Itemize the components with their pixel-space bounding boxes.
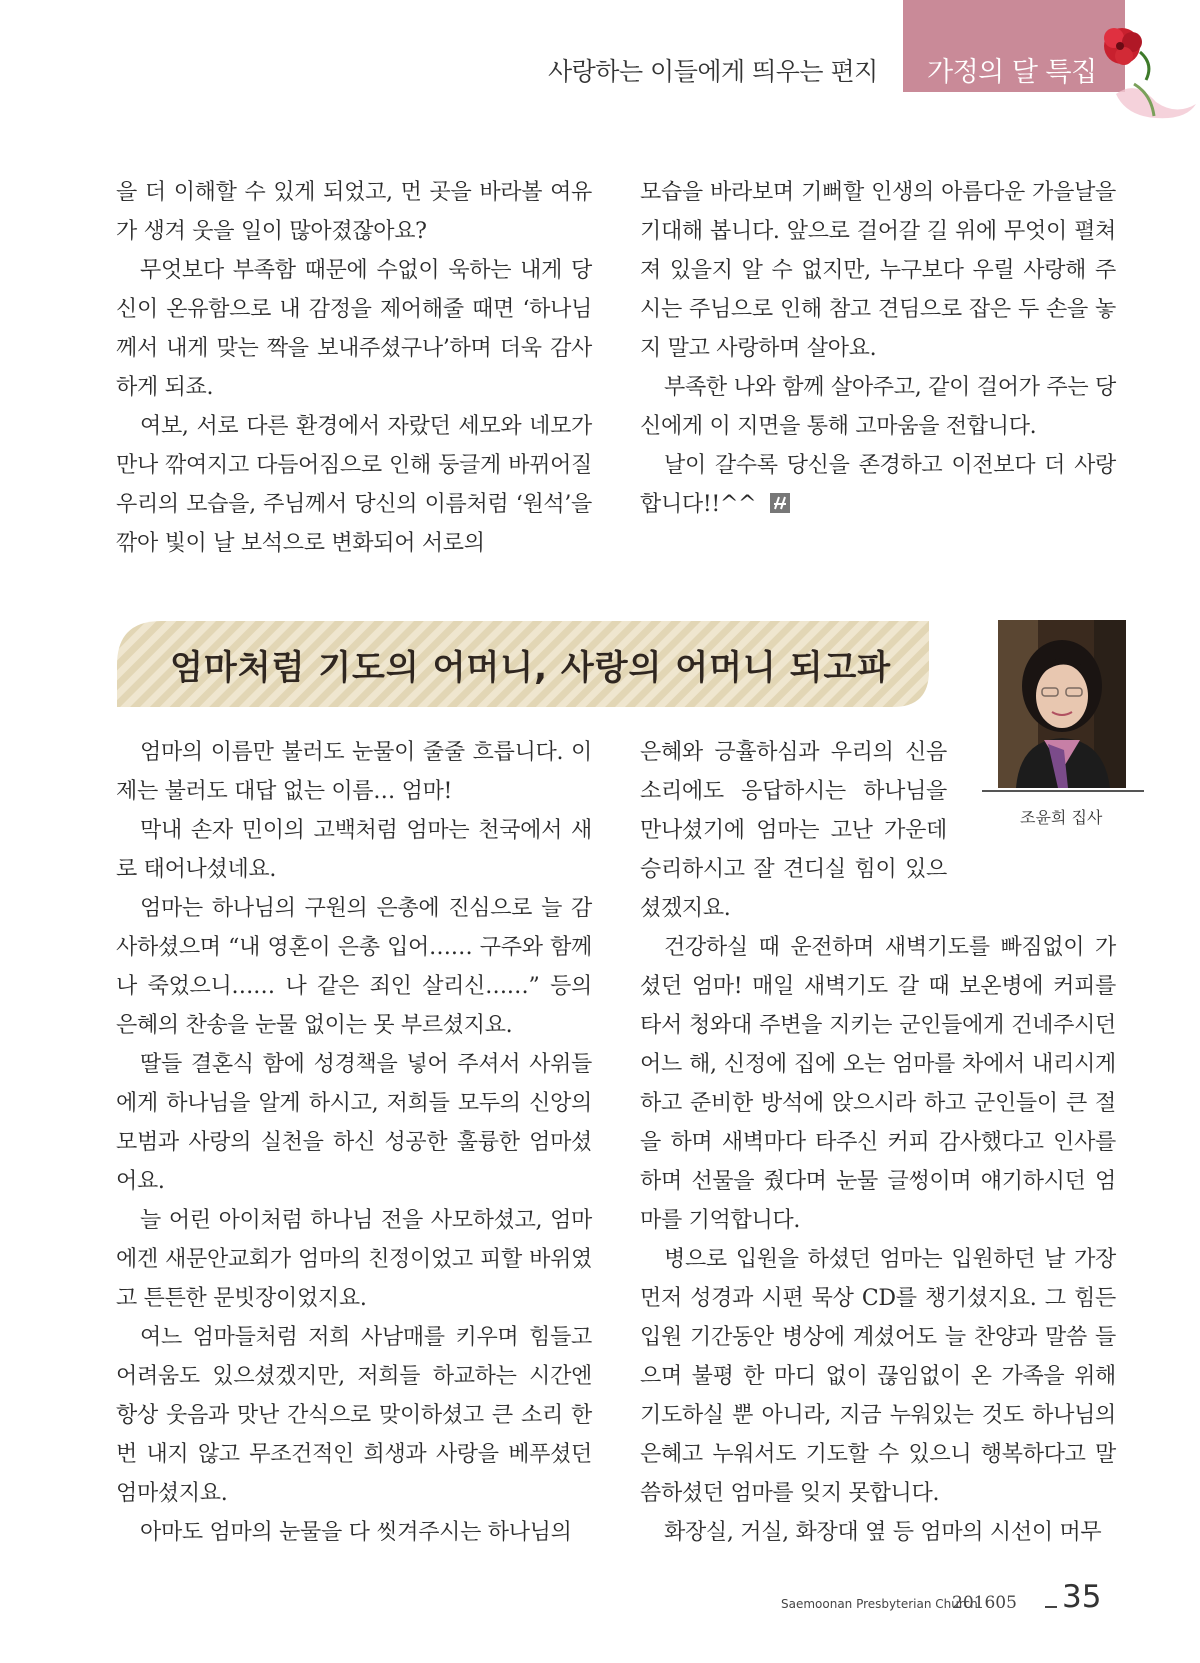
closing-sentence: 날이 갈수록 당신을 존경하고 이전보다 더 사랑합니다!!^^ (640, 453, 1116, 517)
section-tab-label: 가정의 달 특집 (927, 57, 1097, 88)
paragraph: 병으로 입원을 하셨던 엄마는 입원하던 날 가장 먼저 성경과 시편 묵상 CD를 챙기셨지요. 그 힘든 입원 기간동안 병상에 계셨어도 늘 찬양과 말씀 들으며 불평 한 마디 없이 끊임없이 온 가족을 위해 기도하실 뿐 아니라, 지금 누워있는 것도 하나님의 은혜고 누워서도 기도할 수 있으니 행복하다고 말씀하셨던 엄마를 잊지 못합니다. (640, 1247, 1116, 1506)
paragraph: 건강하실 때 운전하며 새벽기도를 빠짐없이 가셨던 엄마! 매일 새벽기도 갈 때 보온병에 커피를 타서 청와대 주변을 지키는 군인들에게 건네주시던 어느 해, 신정에 집에 오는 엄마를 차에서 내리시게 하고 준비한 방석에 앉으시라 하고 군인들이 큰 절을 하며 새벽마다 타주신 커피 감사했다고 인사를 하며 선물을 줬다며 눈물 글썽이며 얘기하시던 엄마를 기억합니다. (640, 935, 1116, 1233)
bottom-article-left-column (116, 733, 592, 1552)
paragraph: 여느 엄마들처럼 저희 사남매를 키우며 힘들고 어려움도 있으셨겠지만, 저희들 하교하는 시간엔 항상 웃음과 맛난 간식으로 맞이하셨고 큰 소리 한 번 내지 않고 무조건적인 희생과 사랑을 베푸셨던 엄마셨지요. (116, 1325, 592, 1506)
bottom-article-right-column-top (640, 733, 947, 928)
end-mark-icon (770, 493, 790, 513)
bottom-article-right-column (640, 928, 1116, 1552)
paragraph: 화장실, 거실, 화장대 옆 등 엄마의 시선이 머무 (664, 1520, 1102, 1545)
article-title: 엄마처럼 기도의 어머니, 사랑의 어머니 되고파 (170, 648, 892, 688)
paragraph: 막내 손자 민이의 고백처럼 엄마는 천국에서 새로 태어나셨네요. (116, 818, 592, 882)
top-article-left-column (116, 173, 592, 563)
paragraph: 늘 어린 아이처럼 하나님 전을 사모하셨고, 엄마에겐 새문안교회가 엄마의 친정이었고 피할 바위였고 튼튼한 문빗장이었지요. (116, 1208, 592, 1311)
footer-church-name: Saemoonan Presbyterian Church (781, 1597, 978, 1611)
paragraph: 엄마의 이름만 불러도 눈물이 줄줄 흐릅니다. 이제는 불러도 대답 없는 이름… 엄마! (116, 740, 592, 804)
footer-separator (1045, 1606, 1057, 1608)
section-tab (903, 0, 1125, 92)
paragraph: 부족한 나와 함께 살아주고, 같이 걸어가 주는 당신에게 이 지면을 통해 고마움을 전합니다. (640, 375, 1116, 439)
carnation-icon (1096, 24, 1200, 120)
author-photo (998, 620, 1126, 788)
paragraph (640, 446, 1116, 524)
photo-divider (982, 790, 1144, 792)
paragraph: 은혜와 긍휼하심과 우리의 신음 소리에도 응답하시는 하나님을 만나셨기에 엄마는 고난 가운데 승리하시고 잘 견디실 힘이 있으셨겠지요. (640, 740, 947, 921)
paragraph: 을 더 이해할 수 있게 되었고, 먼 곳을 바라볼 여유가 생겨 웃을 일이 많아졌잖아요? (116, 180, 592, 244)
paragraph: 딸들 결혼식 함에 성경책을 넣어 주셔서 사위들에게 하나님을 알게 하시고, 저희들 모두의 신앙의 모범과 사랑의 실천을 하신 성공한 훌륭한 엄마셨어요. (116, 1052, 592, 1194)
paragraph: 여보, 서로 다른 환경에서 자랐던 세모와 네모가 만나 깎여지고 다듬어짐으로 인해 둥글게 바뀌어질 우리의 모습을, 주님께서 당신의 이름처럼 ‘원석’을 깎아 빛이 날 보석으로 변화되어 서로의 (116, 414, 592, 556)
top-article-right-column (640, 173, 1116, 524)
paragraph: 무엇보다 부족함 때문에 수없이 욱하는 내게 당신이 온유함으로 내 감정을 제어해줄 때면 ‘하나님께서 내게 맞는 짝을 보내주셨구나’하며 더욱 감사하게 되죠. (116, 258, 592, 400)
paragraph: 아마도 엄마의 눈물을 다 씻겨주시는 하나님의 (140, 1520, 572, 1545)
paragraph: 엄마는 하나님의 구원의 은총에 진심으로 늘 감사하셨으며 “내 영혼이 은총 입어…… 구주와 함께 나 죽었으니…… 나 같은 죄인 살리신……” 등의 은혜의 찬송을 눈물 없이는 못 부르셨지요. (116, 896, 592, 1038)
footer-issue: 201605 (952, 1593, 1017, 1613)
page-number: 35 (1062, 1579, 1102, 1615)
paragraph: 모습을 바라보며 기뻐할 인생의 아름다운 가을날을 기대해 봅니다. 앞으로 걸어갈 길 위에 무엇이 펼쳐져 있을지 알 수 없지만, 누구보다 우릴 사랑해 주시는 주님으로 인해 참고 견딤으로 잡은 두 손을 놓지 말고 사랑하며 살아요. (640, 180, 1116, 361)
section-title: 사랑하는 이들에게 띄우는 편지 (548, 57, 878, 86)
author-caption: 조윤희 집사 (1020, 808, 1103, 827)
